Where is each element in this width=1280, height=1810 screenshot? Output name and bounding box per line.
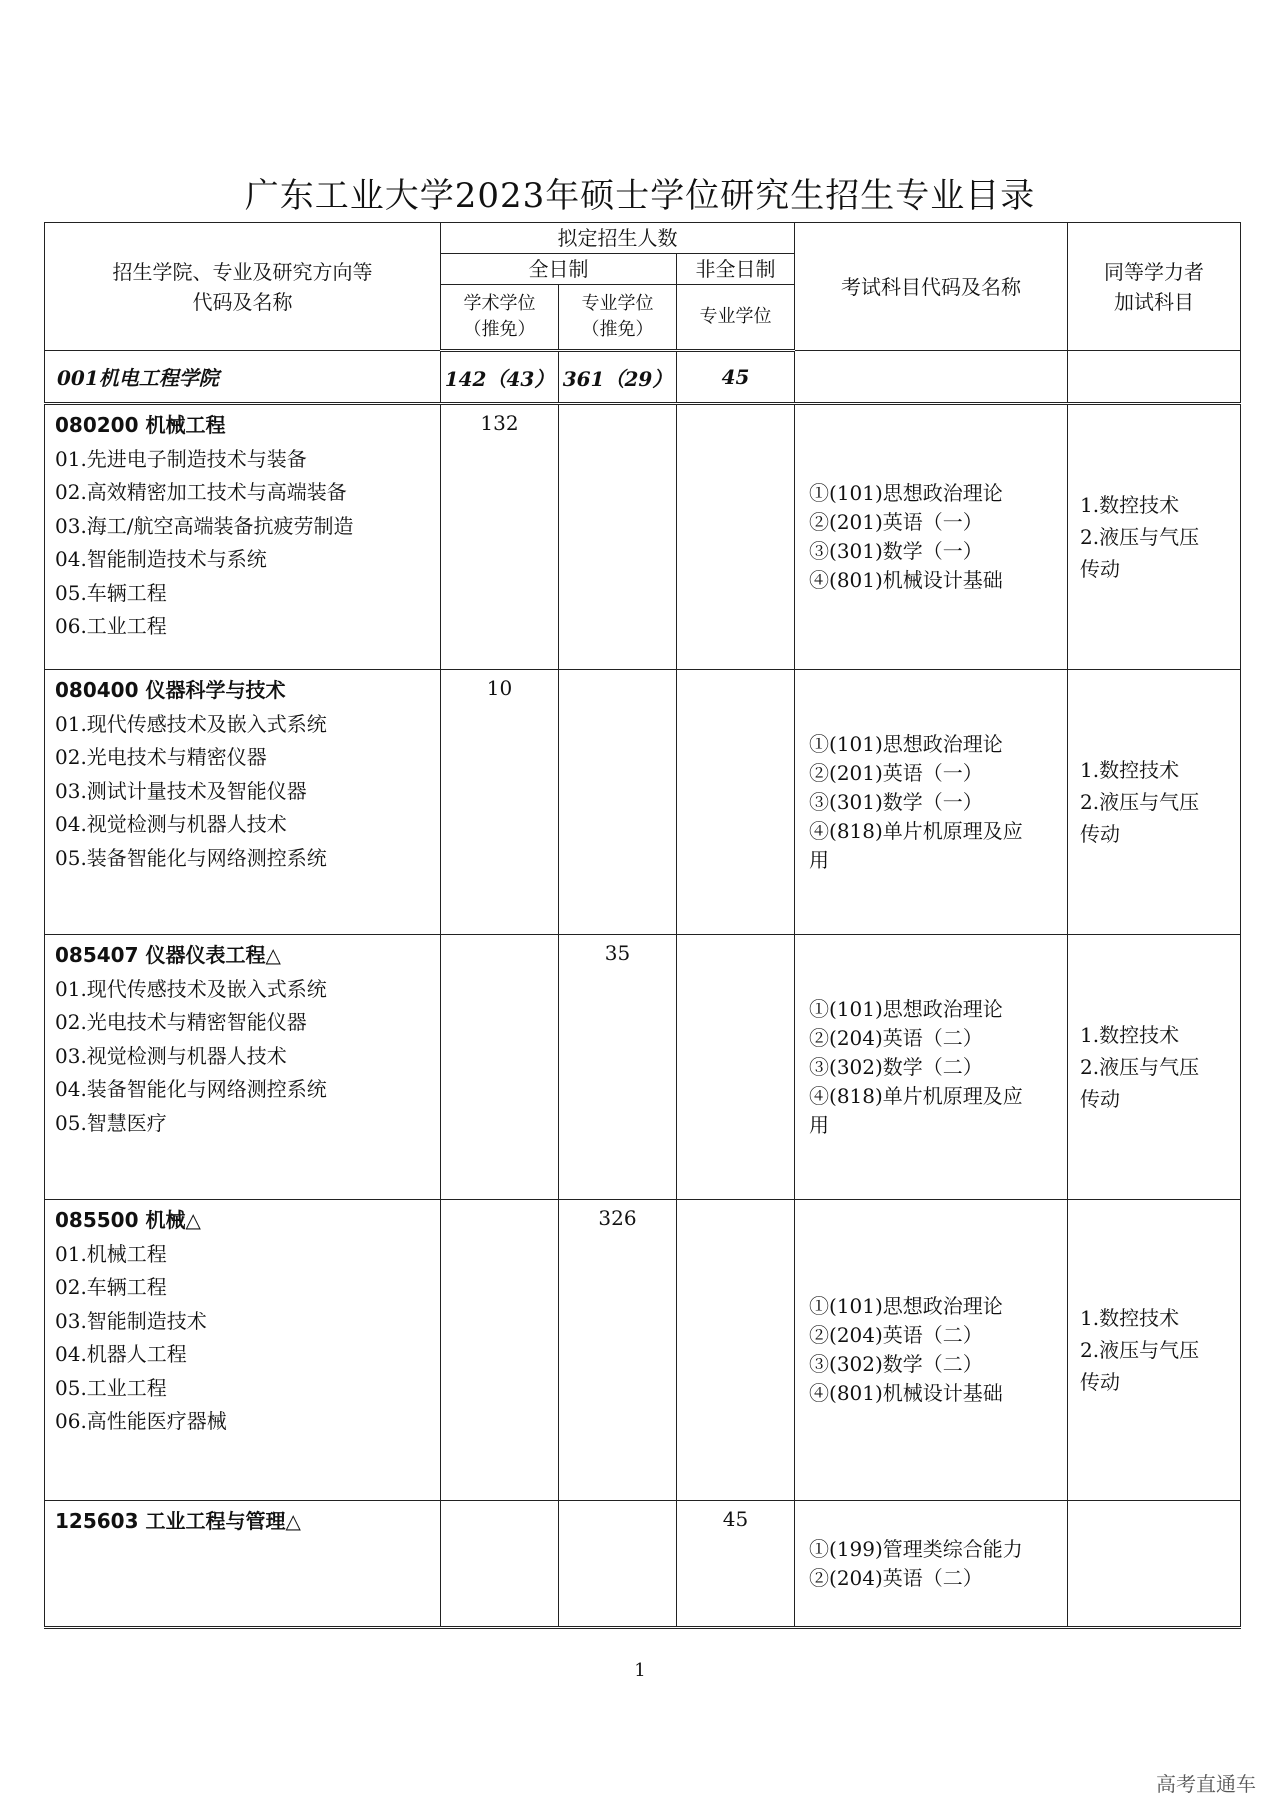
major-title: 085500 机械△ bbox=[55, 1208, 201, 1232]
extra-subject: 1.数控技术 bbox=[1080, 1023, 1180, 1047]
exam-subject: ①(101)思想政治理论 bbox=[809, 731, 1003, 756]
quota-parttime bbox=[677, 670, 795, 935]
exam-subject: ②(204)英语（二） bbox=[809, 1323, 983, 1347]
extra-subject: 2.液压与气压 bbox=[1080, 525, 1200, 549]
research-direction: 05.车辆工程 bbox=[55, 580, 167, 605]
quota-professional bbox=[559, 670, 677, 935]
header-parttime: 非全日制 bbox=[677, 254, 795, 285]
catalog-table bbox=[44, 222, 1241, 1629]
research-direction: 01.先进电子制造技术与装备 bbox=[55, 446, 307, 471]
exam-subject: 用 bbox=[809, 847, 830, 872]
extra-subject: 1.数控技术 bbox=[1080, 1306, 1180, 1330]
exam-subject: 用 bbox=[809, 1112, 830, 1137]
exam-subjects bbox=[795, 1501, 1068, 1628]
quota-professional bbox=[559, 1501, 677, 1628]
extra-subject: 传动 bbox=[1080, 822, 1121, 846]
quota-academic: 132 bbox=[441, 404, 559, 670]
major-row bbox=[45, 935, 1241, 1200]
major-row bbox=[45, 1200, 1241, 1501]
header-academic-line2: （推免） bbox=[463, 319, 536, 340]
research-direction: 05.智慧医疗 bbox=[55, 1110, 167, 1135]
major-title: 080400 仪器科学与技术 bbox=[55, 678, 286, 702]
exam-subject: ①(101)思想政治理论 bbox=[809, 481, 1003, 505]
major-cell bbox=[45, 935, 441, 1200]
extra-subject: 传动 bbox=[1080, 1370, 1121, 1394]
extra-subject: 2.液压与气压 bbox=[1080, 1055, 1200, 1079]
research-direction: 04.智能制造技术与系统 bbox=[55, 547, 267, 571]
page-title: 广东工业大学2023年硕士学位研究生招生专业目录 bbox=[244, 176, 1036, 216]
quota-academic bbox=[441, 1200, 559, 1501]
header-professional bbox=[559, 285, 677, 351]
research-direction: 02.光电技术与精密仪器 bbox=[55, 745, 267, 769]
exam-subject: ④(818)单片机原理及应 bbox=[809, 1083, 1023, 1108]
watermark: 高考直通车 bbox=[1156, 1772, 1256, 1796]
header-quota: 拟定招生人数 bbox=[441, 223, 795, 254]
college-row bbox=[45, 351, 1241, 404]
extra-subjects bbox=[1068, 1200, 1241, 1501]
research-direction: 03.海工/航空高端装备抗疲劳制造 bbox=[55, 513, 354, 538]
extra-subject: 传动 bbox=[1080, 1087, 1121, 1111]
college-parttime: 45 bbox=[677, 351, 795, 404]
quota-parttime bbox=[677, 404, 795, 670]
research-direction: 06.工业工程 bbox=[55, 614, 167, 638]
exam-subjects bbox=[795, 670, 1068, 935]
quota-parttime bbox=[677, 935, 795, 1200]
research-direction: 03.测试计量技术及智能仪器 bbox=[55, 778, 307, 803]
extra-subjects bbox=[1068, 1501, 1241, 1628]
exam-subject: ④(801)机械设计基础 bbox=[809, 568, 1003, 592]
research-direction: 06.高性能医疗器械 bbox=[55, 1409, 227, 1433]
extra-subject: 1.数控技术 bbox=[1080, 758, 1180, 782]
header-professional-line2: （推免） bbox=[581, 319, 654, 340]
header-extra bbox=[1068, 223, 1241, 351]
major-cell bbox=[45, 1501, 441, 1628]
exam-subject: ③(302)数学（二） bbox=[809, 1054, 983, 1079]
extra-subject: 传动 bbox=[1080, 557, 1121, 581]
extra-subject: 1.数控技术 bbox=[1080, 493, 1180, 517]
research-direction: 01.机械工程 bbox=[55, 1241, 167, 1266]
header-exam: 考试科目代码及名称 bbox=[795, 223, 1068, 351]
quota-professional: 35 bbox=[559, 935, 677, 1200]
header-parttime-professional: 专业学位 bbox=[677, 285, 795, 351]
exam-subjects bbox=[795, 404, 1068, 670]
extra-subjects bbox=[1068, 935, 1241, 1200]
quota-professional bbox=[559, 404, 677, 670]
exam-subject: ②(204)英语（二） bbox=[809, 1565, 983, 1590]
research-direction: 04.装备智能化与网络测控系统 bbox=[55, 1077, 327, 1101]
exam-subject: ①(101)思想政治理论 bbox=[809, 996, 1003, 1021]
major-cell bbox=[45, 1200, 441, 1501]
header-major-line1: 招生学院、专业及研究方向等 bbox=[112, 259, 373, 284]
major-row bbox=[45, 404, 1241, 670]
major-rows bbox=[45, 404, 1241, 1628]
extra-subject: 2.液压与气压 bbox=[1080, 790, 1200, 814]
header-major bbox=[45, 223, 441, 351]
research-direction: 03.视觉检测与机器人技术 bbox=[55, 1043, 287, 1068]
college-exam-empty bbox=[795, 351, 1068, 404]
exam-subjects bbox=[795, 935, 1068, 1200]
research-direction: 02.光电技术与精密智能仪器 bbox=[55, 1010, 307, 1034]
college-academic: 142（43） bbox=[441, 351, 559, 404]
page-number: 1 bbox=[634, 1660, 646, 1681]
header-fulltime: 全日制 bbox=[441, 254, 677, 285]
header-extra-line1: 同等学力者 bbox=[1104, 259, 1205, 284]
major-cell bbox=[45, 670, 441, 935]
quota-academic bbox=[441, 1501, 559, 1628]
research-direction: 03.智能制造技术 bbox=[55, 1308, 207, 1333]
quota-parttime: 45 bbox=[677, 1501, 795, 1628]
exam-subject: ④(818)单片机原理及应 bbox=[809, 818, 1023, 843]
research-direction: 05.工业工程 bbox=[55, 1375, 167, 1400]
research-direction: 04.机器人工程 bbox=[55, 1342, 187, 1366]
major-title: 080200 机械工程 bbox=[55, 413, 226, 437]
college-name: 001机电工程学院 bbox=[45, 351, 441, 404]
exam-subject: ④(801)机械设计基础 bbox=[809, 1381, 1003, 1405]
exam-subject: ②(201)英语（一） bbox=[809, 760, 983, 785]
header-academic-line1: 学术学位 bbox=[463, 293, 536, 314]
extra-subject: 2.液压与气压 bbox=[1080, 1338, 1200, 1362]
major-cell bbox=[45, 404, 441, 670]
major-row bbox=[45, 1501, 1241, 1628]
exam-subject: ①(199)管理类综合能力 bbox=[809, 1536, 1023, 1561]
extra-subjects bbox=[1068, 404, 1241, 670]
quota-parttime bbox=[677, 1200, 795, 1501]
header-extra-line2: 加试科目 bbox=[1114, 289, 1195, 314]
exam-subject: ③(302)数学（二） bbox=[809, 1352, 983, 1376]
major-title: 125603 工业工程与管理△ bbox=[55, 1509, 301, 1533]
college-extra-empty bbox=[1068, 351, 1241, 404]
exam-subject: ①(101)思想政治理论 bbox=[809, 1294, 1003, 1318]
exam-subject: ②(204)英语（二） bbox=[809, 1025, 983, 1050]
quota-academic: 10 bbox=[441, 670, 559, 935]
college-professional: 361（29） bbox=[559, 351, 677, 404]
exam-subject: ③(301)数学（一） bbox=[809, 539, 983, 563]
exam-subjects bbox=[795, 1200, 1068, 1501]
header-academic bbox=[441, 285, 559, 351]
quota-academic bbox=[441, 935, 559, 1200]
major-title: 085407 仪器仪表工程△ bbox=[55, 943, 281, 967]
research-direction: 01.现代传感技术及嵌入式系统 bbox=[55, 711, 327, 736]
major-row bbox=[45, 670, 1241, 935]
exam-subject: ②(201)英语（一） bbox=[809, 510, 983, 534]
research-direction: 05.装备智能化与网络测控系统 bbox=[55, 845, 327, 870]
research-direction: 04.视觉检测与机器人技术 bbox=[55, 812, 287, 836]
extra-subjects bbox=[1068, 670, 1241, 935]
header-professional-line1: 专业学位 bbox=[581, 293, 654, 314]
quota-professional: 326 bbox=[559, 1200, 677, 1501]
research-direction: 01.现代传感技术及嵌入式系统 bbox=[55, 976, 327, 1001]
header-major-line2: 代码及名称 bbox=[192, 289, 293, 314]
research-direction: 02.车辆工程 bbox=[55, 1275, 167, 1299]
research-direction: 02.高效精密加工技术与高端装备 bbox=[55, 480, 347, 504]
exam-subject: ③(301)数学（一） bbox=[809, 789, 983, 814]
